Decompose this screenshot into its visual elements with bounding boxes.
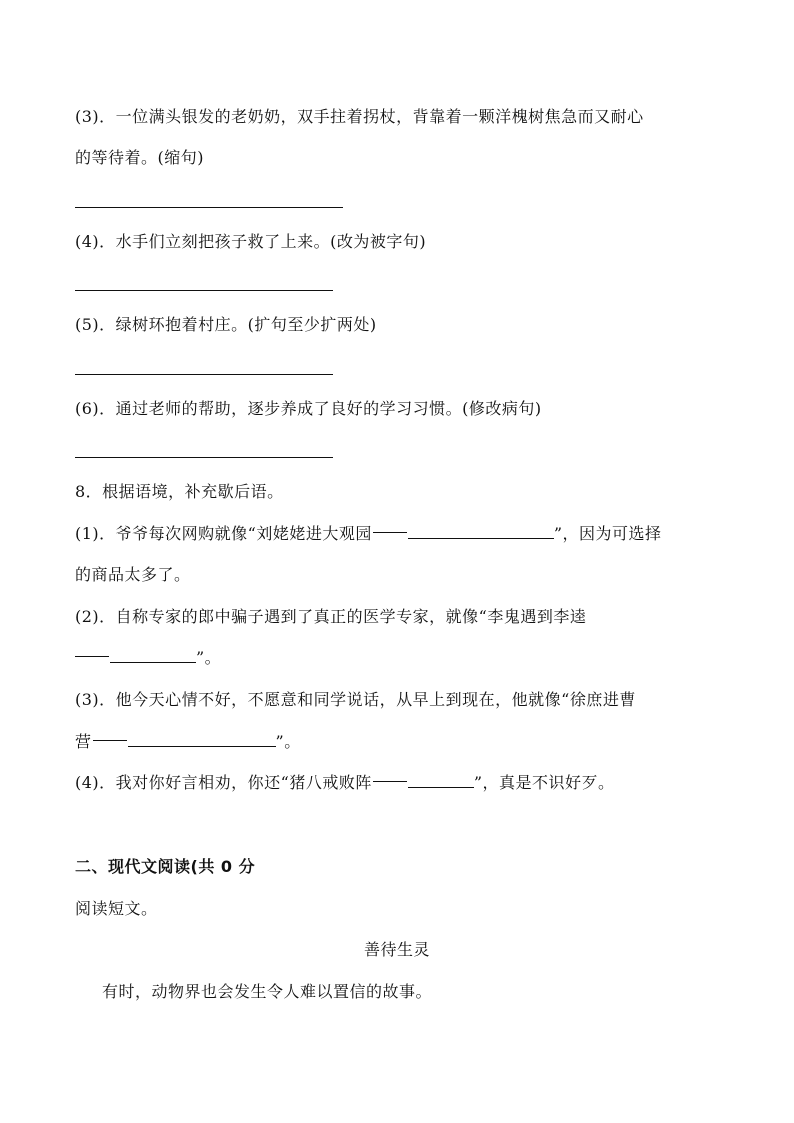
dash-mark: [373, 532, 407, 533]
answer-line-q3[interactable]: [75, 207, 343, 208]
question-3-line-1: (3)．一位满头银发的老奶奶，双手拄着拐杖，背靠着一颗洋槐树焦急而又耐心: [75, 107, 644, 126]
q8-item-3-blank[interactable]: [128, 732, 276, 747]
q8-item-2-text-c: ”。: [196, 648, 222, 667]
question-8-title: 8．根据语境，补充歇后语。: [75, 482, 284, 501]
answer-line-q5[interactable]: [75, 374, 333, 375]
q8-item-1-line-1: [75, 522, 725, 546]
q8-item-1-blank[interactable]: [408, 524, 554, 539]
article-title: 善待生灵: [363, 940, 430, 959]
q8-item-2-line-1: (2)．自称专家的郎中骗子遇到了真正的医学专家，就像“李鬼遇到李逵: [75, 607, 587, 626]
question-4-line: (4)．水手们立刻把孩子救了上来。(改为被字句): [75, 232, 427, 251]
q8-item-1-text-a: (1)．爷爷每次网购就像“刘姥姥进大观园: [75, 524, 372, 543]
question-5-line: (5)．绿树环抱着村庄。(扩句至少扩两处): [75, 315, 377, 334]
q8-item-3-line-2: [75, 730, 725, 754]
q8-item-4-line: [75, 771, 725, 795]
q8-item-2-line-2: [75, 646, 725, 670]
q8-item-4-text-b: ”，真是不识好歹。: [473, 773, 615, 792]
q8-item-2-blank[interactable]: [110, 648, 196, 663]
question-6-line: (6)．通过老师的帮助，逐步养成了良好的学习习惯。(修改病句): [75, 399, 542, 418]
section-2-heading: 二、现代文阅读(共 0 分: [75, 857, 256, 876]
dash-mark: [93, 740, 127, 741]
dash-mark: [373, 781, 407, 782]
q8-item-3-text-b: 营: [75, 732, 92, 751]
q8-item-4-text-a: (4)．我对你好言相劝，你还“猪八戒败阵: [75, 773, 372, 792]
q8-item-1-line-2: 的商品太多了。: [75, 565, 191, 584]
question-3-line-2: 的等待着。(缩句): [75, 148, 204, 167]
q8-item-4-blank[interactable]: [408, 773, 474, 788]
answer-line-q6[interactable]: [75, 457, 333, 458]
q8-item-1-text-b: ”，因为可选择: [553, 524, 662, 543]
article-paragraph-1: 有时，动物界也会发生令人难以置信的故事。: [102, 982, 433, 1001]
dash-mark: [75, 656, 109, 657]
q8-item-3-line-1: (3)．他今天心情不好，不愿意和同学说话，从早上到现在，他就像“徐庶进曹: [75, 690, 636, 709]
answer-line-q4[interactable]: [75, 290, 333, 291]
section-2-instruction: 阅读短文。: [75, 899, 158, 918]
q8-item-3-text-c: ”。: [275, 732, 301, 751]
